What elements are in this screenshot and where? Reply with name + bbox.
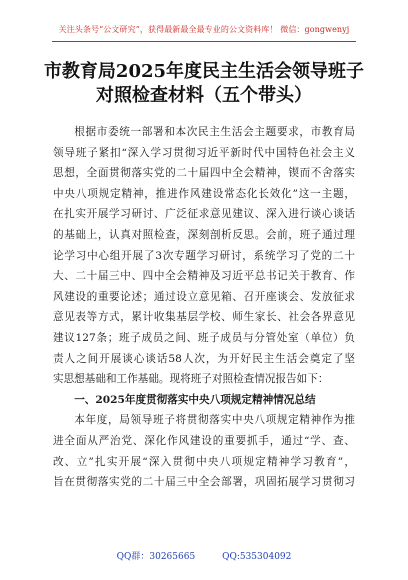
- paragraph-line: 改、立”扎实开展“深入贯彻中央八项规定精神学习教育”，: [53, 455, 355, 468]
- footer-contact: [0, 549, 408, 562]
- title-line-1: 市教育局2025年度民主生活会领导班子: [43, 61, 365, 82]
- document-body: [53, 122, 355, 493]
- paragraph-line: 论学习中心组开展了3次专题学习研讨，系统学习了党的二十: [53, 249, 355, 262]
- paragraph-line: 进全面从严治党、深化作风建设的重要抓手，通过“学、查、: [53, 434, 355, 447]
- paragraph-line: 旨在贯彻落实党的二十届三中全会部署，巩固拓展学习贯彻习: [53, 476, 355, 489]
- header-divider: [52, 41, 356, 42]
- paragraph-line: 建议127条；班子成员之间、班子成员与分管处室（单位）负: [53, 331, 355, 344]
- paragraph-line: 根据市委统一部署和本次民主生活会主题要求，市教育局: [74, 126, 355, 138]
- paragraph-line: 大、二十届三中、四中全会精神及习近平总书记关于教育、作: [53, 270, 355, 283]
- paragraph-line: 中央八项规定精神，推进作风建设常态化长效化”这一主题，: [53, 187, 355, 200]
- footer-qq-number: QQ:535304092: [222, 552, 292, 562]
- paragraph-line: 在扎实开展学习研讨、广泛征求意见建议、深入进行谈心谈话: [53, 208, 355, 221]
- document-title: [40, 60, 368, 108]
- paragraph-line: 责人之间开展谈心谈话58人次，为开好民主生活会奠定了坚: [53, 352, 355, 365]
- title-line-2: 对照检查材料（五个带头）: [96, 85, 312, 106]
- section-heading: 一、2025年度贯彻落实中央八项规定精神情况总结: [74, 393, 316, 406]
- paragraph-line: 本年度，局领导班子将贯彻落实中央八项规定精神作为推: [74, 414, 355, 427]
- header-note: 关注头条号“公文研究”，获得最新最全最专业的公文资料库！ 微信：gongwenyj: [58, 25, 350, 34]
- paragraph-line: 的基础上，认真对照检查，深刻剖析反思。会前，班子通过理: [53, 228, 355, 241]
- paragraph-line: 实思想基础和工作基础。现将班子对照检查情况报告如下：: [53, 373, 329, 386]
- paragraph-line: 思想，全面贯彻落实党的二十届四中全会精神，锲而不舍落实: [53, 167, 355, 180]
- paragraph-line: 领导班子紧扣“深入学习贯彻习近平新时代中国特色社会主义: [53, 146, 355, 159]
- footer-qq-group: QQ群：30265665: [116, 552, 196, 562]
- paragraph-line: 风建设的重要论述；通过设立意见箱、召开座谈会、发放征求: [53, 290, 355, 303]
- paragraph-line: 意见表等方式，累计收集基层学校、师生家长、社会各界意见: [53, 311, 355, 324]
